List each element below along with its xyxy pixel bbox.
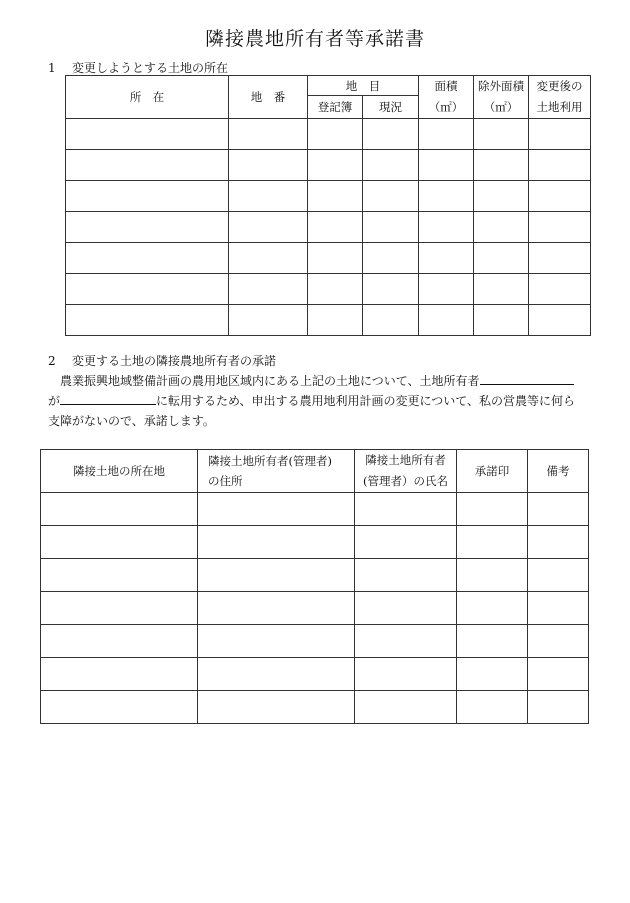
- cell-remarks[interactable]: [528, 625, 589, 658]
- table-row: [41, 592, 589, 625]
- header-remarks: 備考: [528, 450, 589, 493]
- cell-seal[interactable]: [457, 592, 528, 625]
- cell-excluded-area[interactable]: [474, 212, 529, 243]
- header-excluded-area: [474, 76, 529, 119]
- document-title: 隣接農地所有者等承諾書: [204, 28, 425, 50]
- table-row: [66, 150, 591, 181]
- header-owner-name: [355, 450, 457, 493]
- cell-area[interactable]: [419, 212, 474, 243]
- cell-area[interactable]: [419, 119, 474, 150]
- cell-registered[interactable]: [308, 212, 363, 243]
- cell-owner-name[interactable]: [355, 493, 457, 526]
- neighbor-consent-table: [40, 449, 589, 724]
- cell-neighbor-location[interactable]: [41, 526, 198, 559]
- cell-seal[interactable]: [457, 625, 528, 658]
- table-row: [66, 119, 591, 150]
- cell-owner-address[interactable]: [198, 559, 355, 592]
- header-registered: 登記簿: [308, 96, 363, 119]
- cell-location[interactable]: [66, 181, 229, 212]
- cell-seal[interactable]: [457, 526, 528, 559]
- cell-lot-number[interactable]: [229, 212, 308, 243]
- cell-owner-address[interactable]: [198, 526, 355, 559]
- cell-location[interactable]: [66, 274, 229, 305]
- cell-neighbor-location[interactable]: [41, 493, 198, 526]
- cell-owner-name[interactable]: [355, 691, 457, 724]
- land-location-table: [65, 75, 591, 336]
- cell-seal[interactable]: [457, 658, 528, 691]
- cell-area[interactable]: [419, 150, 474, 181]
- cell-after-change[interactable]: [529, 119, 591, 150]
- cell-registered[interactable]: [308, 119, 363, 150]
- cell-current[interactable]: [363, 274, 419, 305]
- table-row: [41, 691, 589, 724]
- cell-registered[interactable]: [308, 150, 363, 181]
- cell-lot-number[interactable]: [229, 181, 308, 212]
- cell-current[interactable]: [363, 181, 419, 212]
- cell-area[interactable]: [419, 274, 474, 305]
- cell-excluded-area[interactable]: [474, 150, 529, 181]
- cell-owner-name[interactable]: [355, 559, 457, 592]
- section1-heading: [48, 59, 228, 76]
- header-after-change: [529, 76, 591, 119]
- consent-paragraph: [48, 371, 588, 431]
- cell-owner-name[interactable]: [355, 658, 457, 691]
- cell-current[interactable]: [363, 119, 419, 150]
- cell-area[interactable]: [419, 243, 474, 274]
- table-row: [66, 305, 591, 336]
- cell-lot-number[interactable]: [229, 243, 308, 274]
- header-excluded-area-unit: （㎡）: [483, 100, 519, 114]
- table-row: [66, 274, 591, 305]
- cell-owner-address[interactable]: [198, 625, 355, 658]
- cell-registered[interactable]: [308, 243, 363, 274]
- cell-neighbor-location[interactable]: [41, 691, 198, 724]
- table-row: [66, 181, 591, 212]
- cell-excluded-area[interactable]: [474, 181, 529, 212]
- section1-number: 1: [48, 61, 56, 75]
- header-neighbor-location: 隣接土地の所在地: [41, 450, 198, 493]
- header-owner-address: [198, 450, 355, 493]
- cell-excluded-area[interactable]: [474, 274, 529, 305]
- cell-seal[interactable]: [457, 559, 528, 592]
- section2-heading-text: 変更する土地の隣接農地所有者の承諾: [72, 354, 277, 368]
- cell-owner-address[interactable]: [198, 493, 355, 526]
- table-row: [41, 625, 589, 658]
- cell-lot-number[interactable]: [229, 305, 308, 336]
- cell-lot-number[interactable]: [229, 119, 308, 150]
- header-lot-number: 地 番: [229, 76, 308, 119]
- cell-excluded-area[interactable]: [474, 305, 529, 336]
- cell-seal[interactable]: [457, 493, 528, 526]
- cell-after-change[interactable]: [529, 274, 591, 305]
- consent-line-2: [48, 391, 588, 411]
- header-area: [419, 76, 474, 119]
- table-row: [66, 212, 591, 243]
- section1-heading-text: 変更しようとする土地の所在: [72, 61, 229, 75]
- section2-number: 2: [48, 354, 56, 368]
- consent-line-1-text: 農業振興地域整備計画の農用地区域内にある上記の土地について、土地所有者: [48, 374, 480, 388]
- cell-lot-number[interactable]: [229, 274, 308, 305]
- header-seal: 承諾印: [457, 450, 528, 493]
- cell-location[interactable]: [66, 243, 229, 274]
- header-after-change-line2: 土地利用: [536, 100, 583, 114]
- cell-current[interactable]: [363, 243, 419, 274]
- table-row: [41, 559, 589, 592]
- cell-area[interactable]: [419, 305, 474, 336]
- cell-excluded-area[interactable]: [474, 243, 529, 274]
- consent-line-2-text: に転用するため、申出する農用地利用計画の変更について、私の営農等に何ら: [156, 394, 576, 408]
- header-land-category: 地 目: [308, 76, 419, 96]
- table-row: [41, 658, 589, 691]
- consent-line-1: [48, 371, 588, 391]
- header-current: 現況: [363, 96, 419, 119]
- header-area-label: 面積: [434, 79, 458, 93]
- cell-remarks[interactable]: [528, 526, 589, 559]
- cell-remarks[interactable]: [528, 592, 589, 625]
- consent-line-2-start: が: [48, 394, 61, 408]
- cell-lot-number[interactable]: [229, 150, 308, 181]
- cell-after-change[interactable]: [529, 150, 591, 181]
- header-excluded-area-label: 除外面積: [478, 79, 524, 93]
- cell-after-change[interactable]: [529, 305, 591, 336]
- cell-neighbor-location[interactable]: [41, 658, 198, 691]
- cell-location[interactable]: [66, 212, 229, 243]
- cell-neighbor-location[interactable]: [41, 559, 198, 592]
- cell-after-change[interactable]: [529, 181, 591, 212]
- table-row: [41, 526, 589, 559]
- cell-owner-address[interactable]: [198, 658, 355, 691]
- cell-after-change[interactable]: [529, 212, 591, 243]
- header-owner-name-line1: 隣接土地所有者: [365, 453, 446, 467]
- header-owner-address-line1: 隣接土地所有者(管理者): [208, 454, 332, 468]
- cell-registered[interactable]: [308, 305, 363, 336]
- cell-area[interactable]: [419, 181, 474, 212]
- cell-remarks[interactable]: [528, 493, 589, 526]
- cell-registered[interactable]: [308, 181, 363, 212]
- landowner-name-blank[interactable]: [480, 372, 574, 385]
- cell-neighbor-location[interactable]: [41, 592, 198, 625]
- cell-owner-address[interactable]: [198, 691, 355, 724]
- cell-neighbor-location[interactable]: [41, 625, 198, 658]
- consent-line-3: 支障がないので、承諾します。: [48, 414, 215, 428]
- cell-location[interactable]: [66, 150, 229, 181]
- cell-seal[interactable]: [457, 691, 528, 724]
- cell-owner-address[interactable]: [198, 592, 355, 625]
- cell-location[interactable]: [66, 305, 229, 336]
- header-location: 所 在: [66, 76, 229, 119]
- table-row: [41, 493, 589, 526]
- cell-registered[interactable]: [308, 274, 363, 305]
- cell-current[interactable]: [363, 212, 419, 243]
- cell-owner-name[interactable]: [355, 526, 457, 559]
- table-row: [66, 243, 591, 274]
- cell-remarks[interactable]: [528, 559, 589, 592]
- cell-remarks[interactable]: [528, 691, 589, 724]
- cell-current[interactable]: [363, 150, 419, 181]
- header-owner-name-line2: (管理者）の氏名: [363, 474, 448, 488]
- cell-after-change[interactable]: [529, 243, 591, 274]
- cell-current[interactable]: [363, 305, 419, 336]
- conversion-purpose-blank[interactable]: [60, 392, 156, 405]
- cell-excluded-area[interactable]: [474, 119, 529, 150]
- cell-owner-name[interactable]: [355, 592, 457, 625]
- section2-heading: [48, 352, 276, 369]
- header-owner-address-line2: の住所: [208, 474, 243, 488]
- cell-remarks[interactable]: [528, 658, 589, 691]
- cell-owner-name[interactable]: [355, 625, 457, 658]
- header-area-unit: （㎡）: [428, 100, 464, 114]
- cell-location[interactable]: [66, 119, 229, 150]
- header-after-change-line1: 変更後の: [536, 79, 583, 93]
